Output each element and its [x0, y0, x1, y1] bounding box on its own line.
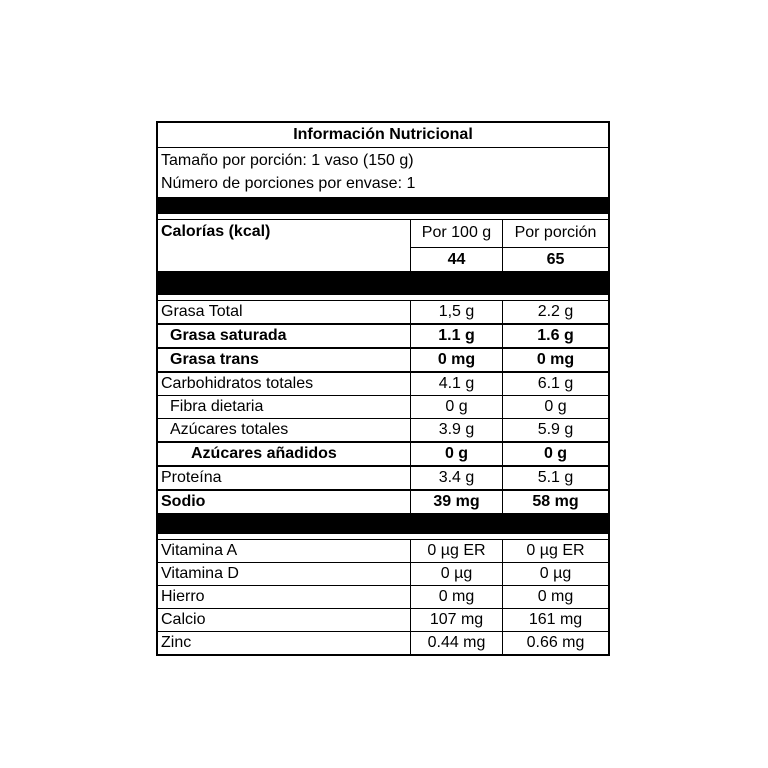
divider-bar-top	[158, 197, 608, 214]
nutrient-row-fibra-dietaria	[158, 395, 608, 418]
value-per-portion: 161 mg	[502, 609, 608, 631]
column-headers	[410, 220, 608, 247]
value-per-100g: 0 mg	[410, 586, 502, 608]
serving-size-text: Tamaño por porción: 1 vaso (150 g)	[161, 152, 414, 169]
nutrient-name: Hierro	[161, 588, 205, 605]
value-per-100g: 3.4 g	[410, 467, 502, 489]
value-per-portion: 0 µg	[502, 563, 608, 585]
micronutrient-row-vitamina-a	[158, 539, 608, 562]
nutrient-name: Fibra dietaria	[170, 398, 264, 415]
nutrient-row-grasa-total	[158, 300, 608, 323]
value-per-100g: 3.9 g	[410, 419, 502, 441]
nutrient-name: Azúcares totales	[170, 421, 289, 438]
divider-bar-bottom	[158, 515, 608, 534]
nutrient-name: Calcio	[161, 611, 206, 628]
value-per-portion: 6.1 g	[502, 373, 608, 395]
serving-info	[158, 147, 608, 197]
value-per-100g: 0 g	[410, 443, 502, 465]
nutrient-name: Vitamina A	[161, 542, 238, 559]
nutrient-row-azucares-totales	[158, 418, 608, 441]
nutrient-name: Carbohidratos totales	[161, 375, 314, 392]
micronutrient-row-zinc	[158, 631, 608, 654]
calories-section	[158, 219, 608, 271]
micronutrient-row-calcio	[158, 608, 608, 631]
nutrient-name: Proteína	[161, 469, 222, 486]
calories-label: Calorías (kcal)	[161, 223, 271, 240]
value-per-100g: 0 µg	[410, 563, 502, 585]
nutrient-row-grasa-trans	[158, 349, 608, 373]
value-per-100g: 1,5 g	[410, 301, 502, 323]
value-per-portion: 0 g	[502, 443, 608, 465]
value-per-100g: 39 mg	[410, 491, 502, 513]
calories-per-portion: 65	[502, 248, 608, 271]
nutrient-row-azucares-anadidos	[158, 441, 608, 467]
nutrient-name: Grasa trans	[170, 351, 259, 368]
micronutrient-row-vitamina-d	[158, 562, 608, 585]
value-per-100g: 1.1 g	[410, 325, 502, 347]
nutrient-name: Grasa Total	[161, 303, 243, 320]
calories-per-100g: 44	[410, 248, 502, 271]
value-per-portion: 58 mg	[502, 491, 608, 513]
nutrient-row-proteina	[158, 467, 608, 489]
value-per-100g: 0 µg ER	[410, 540, 502, 562]
nutrient-row-carbohidratos	[158, 373, 608, 395]
nutrient-name: Zinc	[161, 634, 192, 651]
value-per-portion: 5.9 g	[502, 419, 608, 441]
nutrient-name: Azúcares añadidos	[191, 445, 337, 462]
value-per-portion: 0 mg	[502, 586, 608, 608]
nutrient-row-sodio	[158, 489, 608, 515]
nutrient-name: Grasa saturada	[170, 327, 287, 344]
nutrient-name: Vitamina D	[161, 565, 239, 582]
value-per-100g: 0 g	[410, 396, 502, 418]
value-per-100g: 107 mg	[410, 609, 502, 631]
divider-bar-middle	[158, 271, 608, 295]
value-per-portion: 0 µg ER	[502, 540, 608, 562]
value-per-portion: 2.2 g	[502, 301, 608, 323]
servings-per-container-text: Número de porciones por envase: 1	[161, 175, 416, 192]
value-per-portion: 0 g	[502, 396, 608, 418]
nutrition-facts-table	[156, 121, 610, 656]
column-header-per-100g: Por 100 g	[410, 220, 502, 247]
value-per-portion: 1.6 g	[502, 325, 608, 347]
table-title: Información Nutricional	[293, 126, 473, 143]
value-per-portion: 0 mg	[502, 349, 608, 371]
calories-value-row	[410, 247, 608, 271]
value-per-100g: 0 mg	[410, 349, 502, 371]
calories-values	[410, 220, 608, 271]
nutrient-row-grasa-saturada	[158, 323, 608, 349]
nutrient-name: Sodio	[161, 493, 206, 510]
value-per-portion: 0.66 mg	[502, 632, 608, 654]
value-per-portion: 5.1 g	[502, 467, 608, 489]
column-header-per-portion: Por porción	[502, 220, 608, 247]
micronutrient-row-hierro	[158, 585, 608, 608]
value-per-100g: 0.44 mg	[410, 632, 502, 654]
value-per-100g: 4.1 g	[410, 373, 502, 395]
